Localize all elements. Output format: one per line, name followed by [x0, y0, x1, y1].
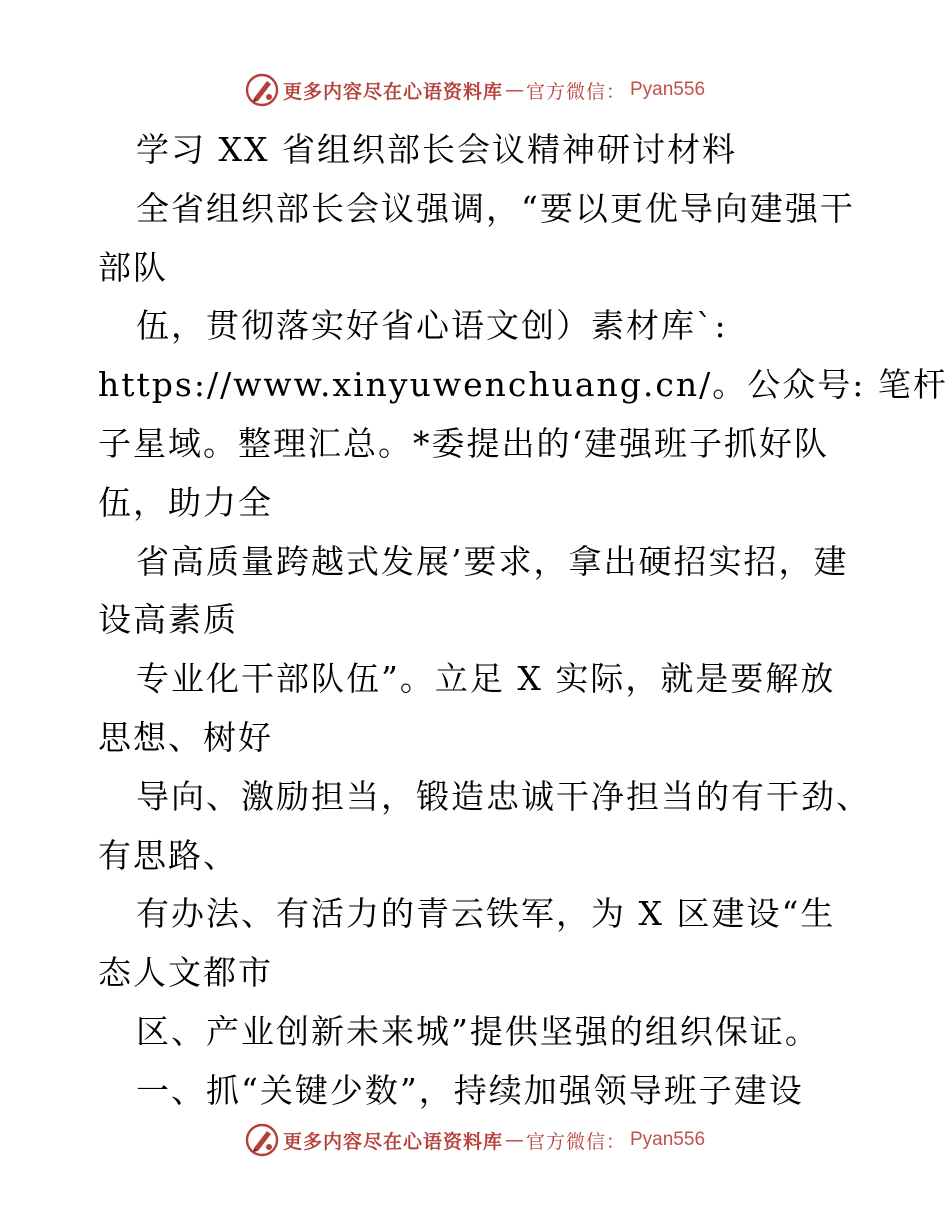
- doc-line: 部队: [98, 247, 168, 287]
- doc-line: 专业化干部队伍”。立足 X 实际，就是要解放: [136, 659, 836, 699]
- banner-wechat-label: 官方微信：: [525, 1130, 626, 1153]
- banner-account: Pyan556: [630, 79, 706, 100]
- footer-banner: [0, 1120, 950, 1160]
- doc-line: 子星域。整理汇总。*委提出的‘建强班子抓好队: [98, 423, 829, 463]
- doc-line: 设高素质: [98, 600, 238, 640]
- banner-dash: —: [504, 1129, 524, 1151]
- banner-brand-text: 更多内容尽在心语资料库: [282, 80, 503, 103]
- doc-title: 学习 XX 省组织部长会议精神研讨材料: [136, 130, 737, 169]
- banner-wechat-label: 官方微信：: [525, 80, 626, 103]
- doc-line: 有办法、有活力的青云铁军，为 X 区建设“生: [136, 894, 836, 934]
- banner-brand-text: 更多内容尽在心语资料库: [282, 1130, 503, 1153]
- doc-line: 导向、激励担当，锻造忠诚干净担当的有干劲、: [136, 776, 871, 816]
- doc-line: 态人文都市: [98, 953, 273, 993]
- doc-line: 省高质量跨越式发展’要求，拿出硬招实招，建: [136, 541, 849, 581]
- pen-seal-icon: [245, 73, 279, 107]
- doc-line: 伍，贯彻落实好省心语文创）素材库`:: [136, 306, 728, 346]
- doc-line: 全省组织部长会议强调，“要以更优导向建强干: [136, 188, 855, 228]
- doc-section-heading: 一、抓“关键少数”，持续加强领导班子建设: [136, 1070, 804, 1110]
- pen-seal-icon: [245, 1123, 279, 1157]
- banner-dash: —: [504, 79, 524, 101]
- banner-account: Pyan556: [630, 1129, 706, 1150]
- doc-line: 有思路、: [98, 835, 238, 875]
- doc-line: 区、产业创新未来城”提供坚强的组织保证。: [136, 1011, 820, 1051]
- document-body: [98, 121, 948, 1121]
- doc-line-url: https://www.xinyuwenchuang.cn/。公众号: 笔杆: [98, 365, 948, 405]
- header-banner: [0, 70, 950, 110]
- doc-line: 伍，助力全: [98, 482, 273, 522]
- doc-line: 思想、树好: [98, 717, 273, 757]
